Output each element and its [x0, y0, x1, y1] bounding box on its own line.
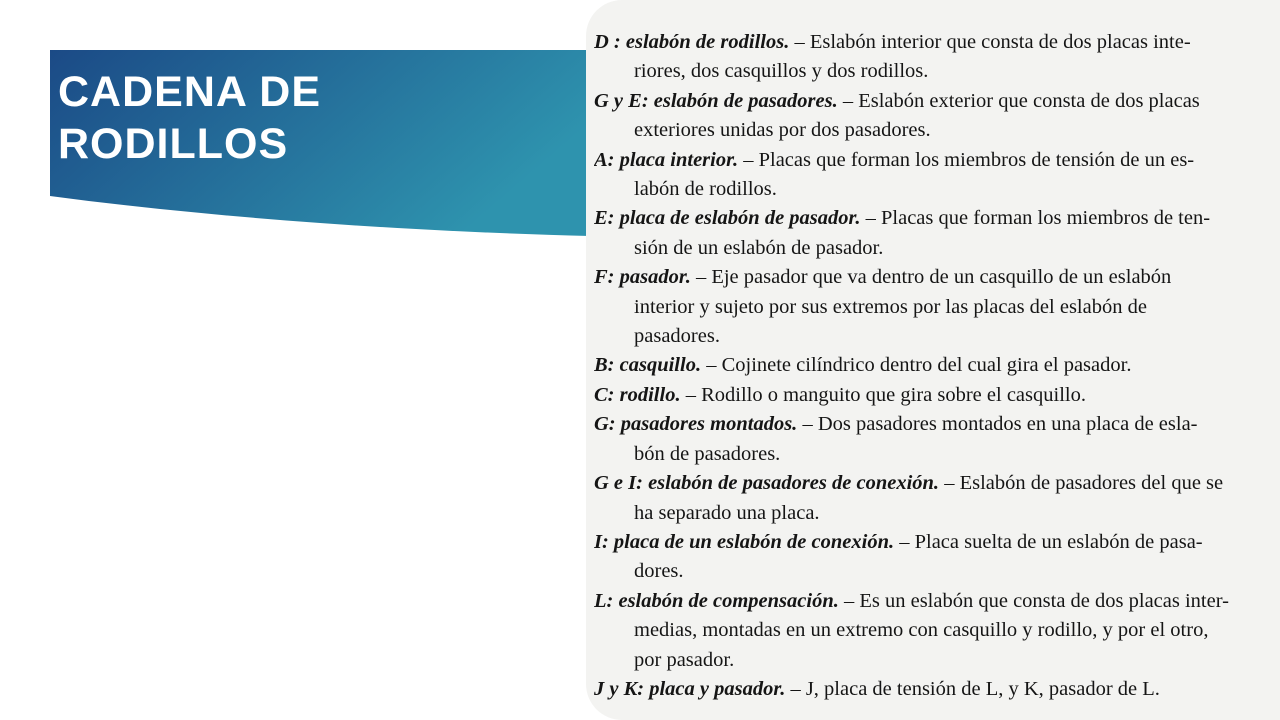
definition-entry: [594, 204, 1274, 263]
definition-term: I: placa de un eslabón de conexión.: [594, 530, 895, 553]
definition-term: G e I: eslabón de pasadores de conexión.: [594, 472, 940, 495]
definition-text: riores, dos casquillos y dos rodillos.: [634, 60, 929, 83]
definition-text: bón de pasadores.: [634, 442, 781, 465]
definition-entry: [594, 146, 1274, 205]
definition-text: – Placa suelta de un eslabón de pasa-: [899, 530, 1203, 553]
definition-text: exteriores unidas por dos pasadores.: [634, 119, 931, 142]
slide-title-line2: RODILLOS: [58, 120, 289, 168]
definition-text: ha separado una placa.: [634, 501, 820, 524]
definition-text: – Es un eslabón que consta de dos placas inter-: [843, 589, 1229, 612]
definition-text: – Cojinete cilíndrico dentro del cual gira el pasador.: [706, 354, 1132, 377]
definition-entry: [594, 528, 1274, 587]
definition-entry: [594, 263, 1274, 351]
definition-text: – Eje pasador que va dentro de un casquillo de un eslabón: [695, 266, 1172, 289]
definition-term: L: eslabón de compensación.: [594, 589, 839, 612]
slide-title-line1: CADENA DE: [58, 68, 322, 116]
definition-term: F: pasador.: [594, 266, 691, 289]
slide-title: [58, 66, 518, 170]
definition-entry: [594, 351, 1274, 380]
definition-term: J y K: placa y pasador.: [594, 677, 786, 700]
definition-text: – Placas que forman los miembros de ten-: [865, 207, 1211, 230]
definition-text: – Rodillo o manguito que gira sobre el casquillo.: [685, 383, 1086, 406]
definition-text: – Dos pasadores montados en una placa de esla-: [802, 413, 1198, 436]
definition-text: medias, montadas en un extremo con casquillo y rodillo, y por el otro,: [634, 619, 1209, 642]
definition-text: dores.: [634, 560, 684, 583]
definition-entry: [594, 469, 1274, 528]
definition-entry: [594, 587, 1274, 675]
definition-text: sión de un eslabón de pasador.: [634, 236, 884, 259]
definition-entry: [594, 87, 1274, 146]
definition-entry: [594, 410, 1274, 469]
definition-entry: [594, 381, 1274, 410]
definition-term: E: placa de eslabón de pasador.: [594, 207, 861, 230]
definition-term: G y E: eslabón de pasadores.: [594, 89, 838, 112]
definition-entry: [594, 675, 1274, 704]
definition-text: – Eslabón exterior que consta de dos placas: [842, 89, 1200, 112]
definition-text: interior y sujeto por sus extremos por las placas del eslabón de: [634, 295, 1147, 318]
definition-text: – Eslabón de pasadores del que se: [944, 472, 1224, 495]
scanned-definitions-page: [586, 0, 1280, 720]
definition-term: B: casquillo.: [594, 354, 702, 377]
definition-text: – Eslabón interior que consta de dos placas inte-: [794, 31, 1191, 53]
definition-term: C: rodillo.: [594, 383, 681, 406]
definition-text: – Placas que forman los miembros de tensión de un es-: [743, 148, 1195, 171]
definition-term: D : eslabón de rodillos.: [594, 31, 790, 53]
definition-text: pasadores.: [634, 325, 720, 348]
definition-term: A: placa interior.: [594, 148, 739, 171]
definition-text: labón de rodillos.: [634, 178, 777, 201]
definition-entry: [594, 28, 1274, 87]
definition-text: por pasador.: [634, 648, 735, 671]
definition-text: – J, placa de tensión de L, y K, pasador de L.: [790, 677, 1160, 700]
definition-term: G: pasadores montados.: [594, 413, 798, 436]
